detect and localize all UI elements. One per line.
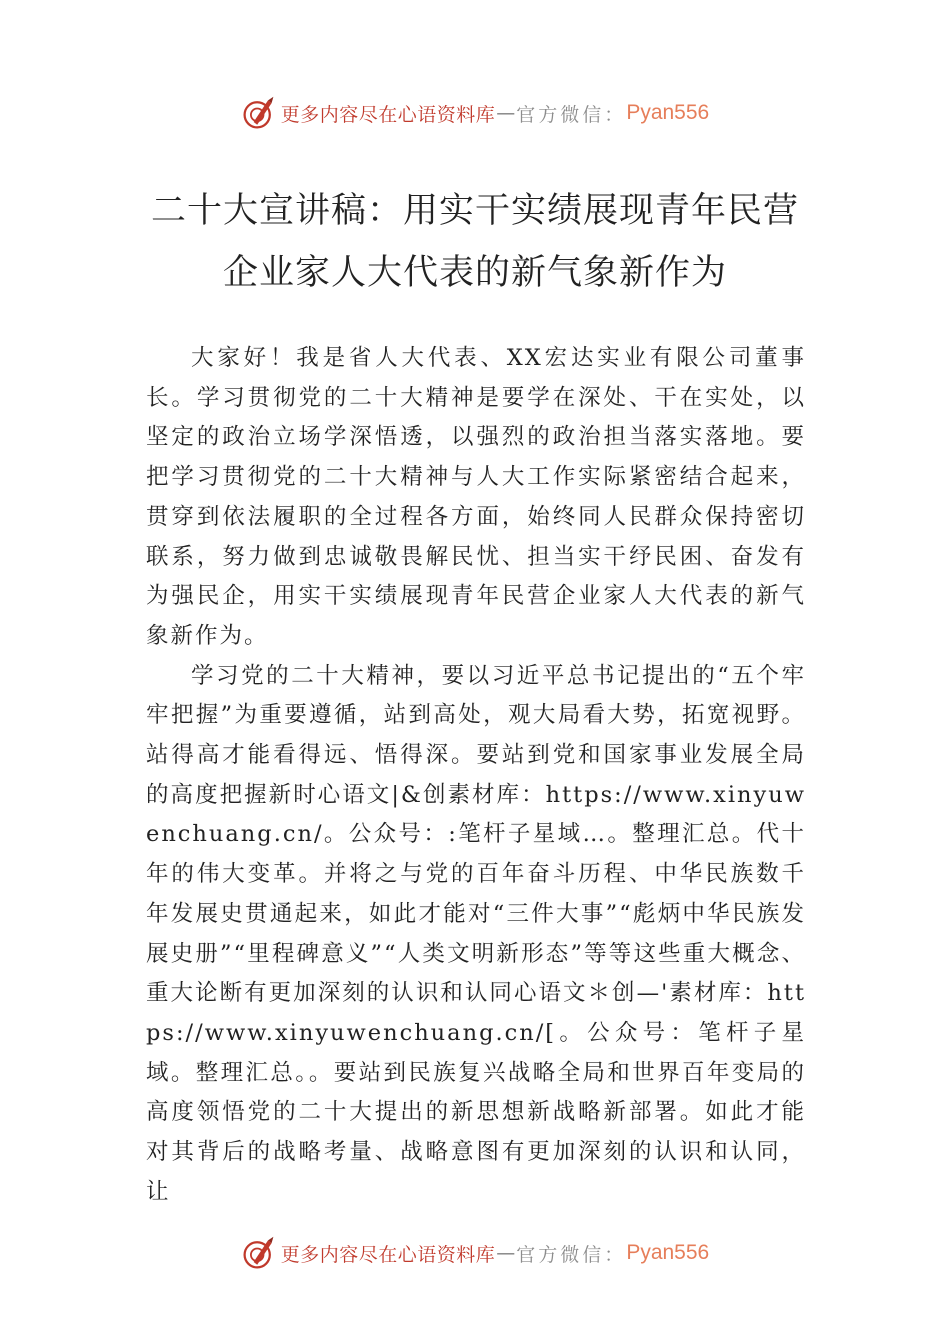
- banner-text: 更多内容尽在心语资料库: [280, 1243, 496, 1266]
- banner-separator: —: [496, 1242, 516, 1264]
- banner-text: 更多内容尽在心语资料库: [280, 103, 496, 126]
- banner-wechat-id: Pyan556: [626, 1241, 710, 1264]
- banner-separator: —: [496, 102, 516, 124]
- document-body: [146, 339, 806, 1212]
- document-title: [100, 180, 850, 304]
- banner-wechat-id: Pyan556: [626, 101, 710, 124]
- footer-banner: [0, 1233, 950, 1273]
- paragraph: 大家好！我是省人大代表、XX宏达实业有限公司董事长。学习贯彻党的二十大精神是要学在深处、干在实处，以坚定的政治立场学深悟透，以强烈的政治担当落实落地。要把学习贯彻党的二十大精神与人大工作实际紧密结合起来， 贯穿到依法履职的全过程各方面，始终同人民群众保持密切联系，努力做到忠诚敬畏解民忧、担当实干纾民困、奋发有为强民企，用实干实绩展现青年民营企业家人大代表的新气象新作为。: [146, 345, 806, 649]
- pen-logo-icon: [241, 95, 277, 131]
- banner-official-label: 官方微信：: [516, 103, 627, 126]
- title-line-2: 企业家人大代表的新气象新作为: [222, 253, 727, 293]
- banner-official-label: 官方微信：: [516, 1243, 627, 1266]
- paragraph: 学习党的二十大精神，要以习近平总书记提出的“五个牢牢把握”为重要遵循，站到高处，观大局看大势，拓宽视野。站得高才能看得远、悟得深。要站到党和国家事业发展全局的高度把握新时心语文|&创素材库：https://www.xinyuwenchuang.cn/。公众号：:笔杆子星域…。整理汇总。代十年的伟大变革。并将之与党的百年奋斗历程、中华民族数千年发展史贯通起来，如此才能对“三件大事”“彪炳中华民族发展史册”“里程碑意义”“人类文明新形态”等等这些重大概念、重大论断有更加深刻的认识和认同心语文＊创—'素材库：https://www.xinyuwenchuang.cn/[。公众号：笔杆子星域。整理汇总。。要站到民族复兴战略全局和世界百年变局的高度领悟党的二十大提出的新思想新战略新部署。如此才能对其背后的战略考量、战略意图有更加深刻的认识和认同，让: [146, 662, 806, 1205]
- header-banner: [0, 93, 950, 133]
- pen-logo-icon: [241, 1235, 277, 1271]
- title-line-1: 二十大宣讲稿：用实干实绩展现青年民营: [150, 191, 799, 231]
